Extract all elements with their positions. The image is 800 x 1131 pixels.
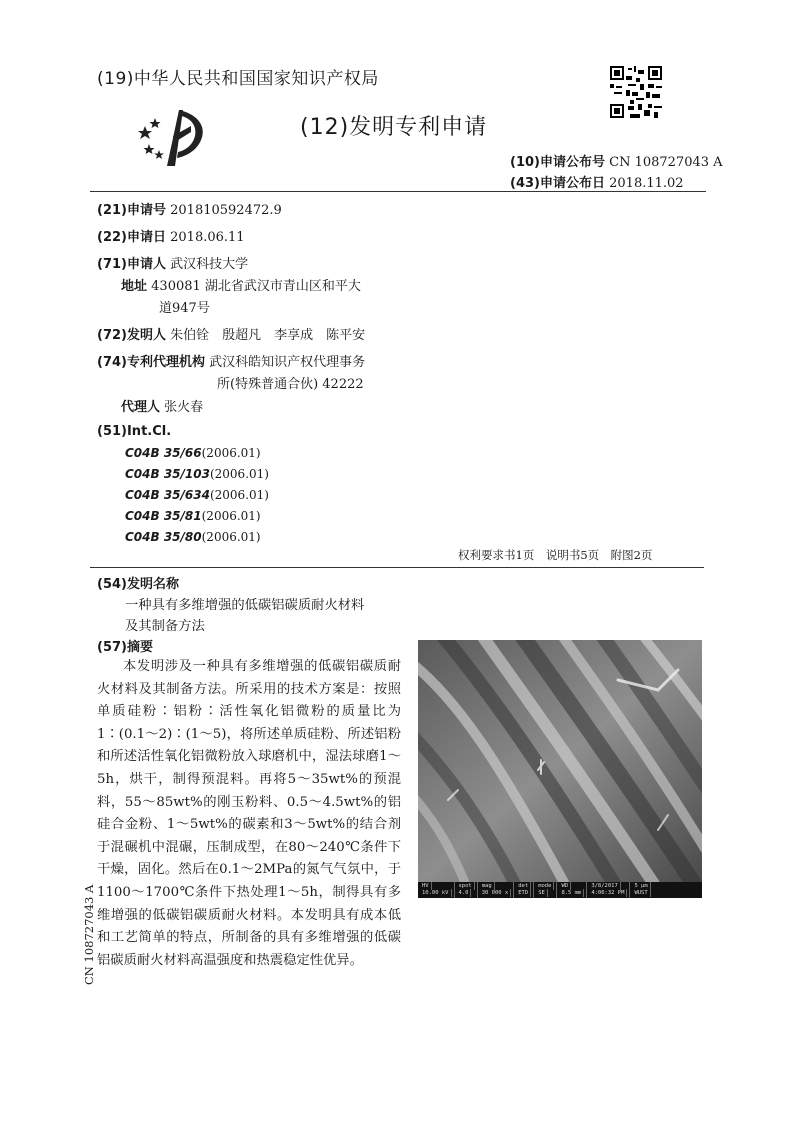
cnipa-logo-icon xyxy=(135,106,213,170)
ipc-code: C04B 35/634 xyxy=(125,488,210,502)
application-date-row xyxy=(97,226,245,245)
application-date-label: (22)申请日 xyxy=(97,230,166,245)
inventors-row xyxy=(97,324,365,343)
sem-hv: HV 10.00 kV xyxy=(418,882,455,898)
sem-scale: 5 μm WUST xyxy=(630,882,652,898)
sem-mode: mode SE xyxy=(534,882,557,898)
agency-line1: 武汉科皓知识产权代理事务 xyxy=(209,355,366,370)
address-line2: 道947号 xyxy=(159,301,210,316)
ipc-code: C04B 35/103 xyxy=(125,467,210,481)
address-line1: 430081 湖北省武汉市青山区和平大 xyxy=(151,279,361,294)
agency-row xyxy=(97,351,365,370)
micrograph-image xyxy=(418,640,702,882)
publication-date: 2018.11.02 xyxy=(609,176,684,191)
invention-title-line2: 及其制备方法 xyxy=(125,619,205,634)
sem-wd: WD 8.5 mm xyxy=(557,882,587,898)
ipc-entry xyxy=(125,467,269,481)
sem-det: det ETD xyxy=(514,882,534,898)
ipc-entry xyxy=(125,488,269,502)
application-number: 201810592472.9 xyxy=(170,203,282,218)
sem-info-bar xyxy=(418,882,702,898)
qr-code-icon xyxy=(610,66,662,118)
publication-number-label: (10)申请公布号 xyxy=(510,155,605,170)
agency-label: (74)专利代理机构 xyxy=(97,355,205,370)
sem-mag: mag 30 000 x xyxy=(478,882,515,898)
ipc-entry xyxy=(125,530,261,544)
abstract-text: 本发明涉及一种具有多维增强的低碳铝碳质耐火材料及其制备方法。所采用的技术方案是：按照单质硅粉∶铝粉∶活性氧化铝微粉的质量比为1∶(0.1～2)∶(1～5)，将所述单质硅粉、所述铝粉和所述活性氧化铝微粉放入球磨机中，湿法球磨1～5h，烘干，制得预混料。再将5～35wt%的预混料，55～85wt%的刚玉粉料、0.5～4.5wt%的铝硅合金粉、1～5wt%的碳素和3～5wt%的结合剂于混碾机中混碾，压制成型，在80～240℃条件下干燥，固化。然后在0.1～2MPa的氮气气氛中，于1100～1700℃条件下热处理1～5h，制得具有多维增强的低碳铝碳质耐火材料。本发明具有成本低和工艺简单的特点，所制备的具有多维增强的低碳铝碳质耐火材料高温强度和热震稳定性优异。 xyxy=(97,659,401,968)
ipc-entry xyxy=(125,446,261,460)
sem-micrograph xyxy=(418,640,702,898)
sem-date: 3/8/2017 4:06:32 PM xyxy=(587,882,630,898)
agency-line2: 所(特殊普通合伙) 42222 xyxy=(217,377,364,392)
header-divider xyxy=(90,191,706,192)
agent-name: 张火春 xyxy=(164,400,204,415)
ipc-code: C04B 35/66 xyxy=(125,446,202,460)
ipc-label: (51)Int.Cl. xyxy=(97,424,172,439)
applicant-name: 武汉科技大学 xyxy=(170,257,249,272)
biblio-divider xyxy=(90,567,704,568)
abstract-label: (57)摘要 xyxy=(97,640,153,655)
inventors-names: 朱伯铨 殷超凡 李享成 陈平安 xyxy=(170,328,366,343)
publication-number: CN 108727043 A xyxy=(609,155,723,170)
applicant-row xyxy=(97,253,248,272)
agent-row xyxy=(121,396,203,415)
ipc-entry xyxy=(125,509,261,523)
page-count-info: 权利要求书1页 说明书5页 附图2页 xyxy=(458,548,653,562)
application-number-label: (21)申请号 xyxy=(97,203,166,218)
office-name: (19)中华人民共和国国家知识产权局 xyxy=(97,69,379,89)
ipc-code: C04B 35/80 xyxy=(125,530,202,544)
ipc-version: (2006.01) xyxy=(201,446,261,460)
ipc-version: (2006.01) xyxy=(201,509,261,523)
side-publication-number: CN 108727043 A xyxy=(82,884,96,985)
document-type-title: (12)发明专利申请 xyxy=(300,115,488,140)
publication-date-label: (43)申请公布日 xyxy=(510,176,605,191)
publication-number-row xyxy=(510,151,723,170)
invention-title-line1: 一种具有多维增强的低碳铝碳质耐火材料 xyxy=(125,598,365,613)
agent-label: 代理人 xyxy=(121,400,161,415)
ipc-code: C04B 35/81 xyxy=(125,509,202,523)
address-row xyxy=(121,275,361,294)
application-number-row xyxy=(97,199,282,218)
address-label: 地址 xyxy=(121,279,148,294)
applicant-label: (71)申请人 xyxy=(97,257,166,272)
application-date: 2018.06.11 xyxy=(170,230,245,245)
ipc-version: (2006.01) xyxy=(209,488,269,502)
inventors-label: (72)发明人 xyxy=(97,328,166,343)
ipc-version: (2006.01) xyxy=(209,467,269,481)
sem-spot: spot 4.0 xyxy=(455,882,478,898)
ipc-version: (2006.01) xyxy=(201,530,261,544)
publication-date-row xyxy=(510,172,684,191)
invention-title-label: (54)发明名称 xyxy=(97,577,179,592)
